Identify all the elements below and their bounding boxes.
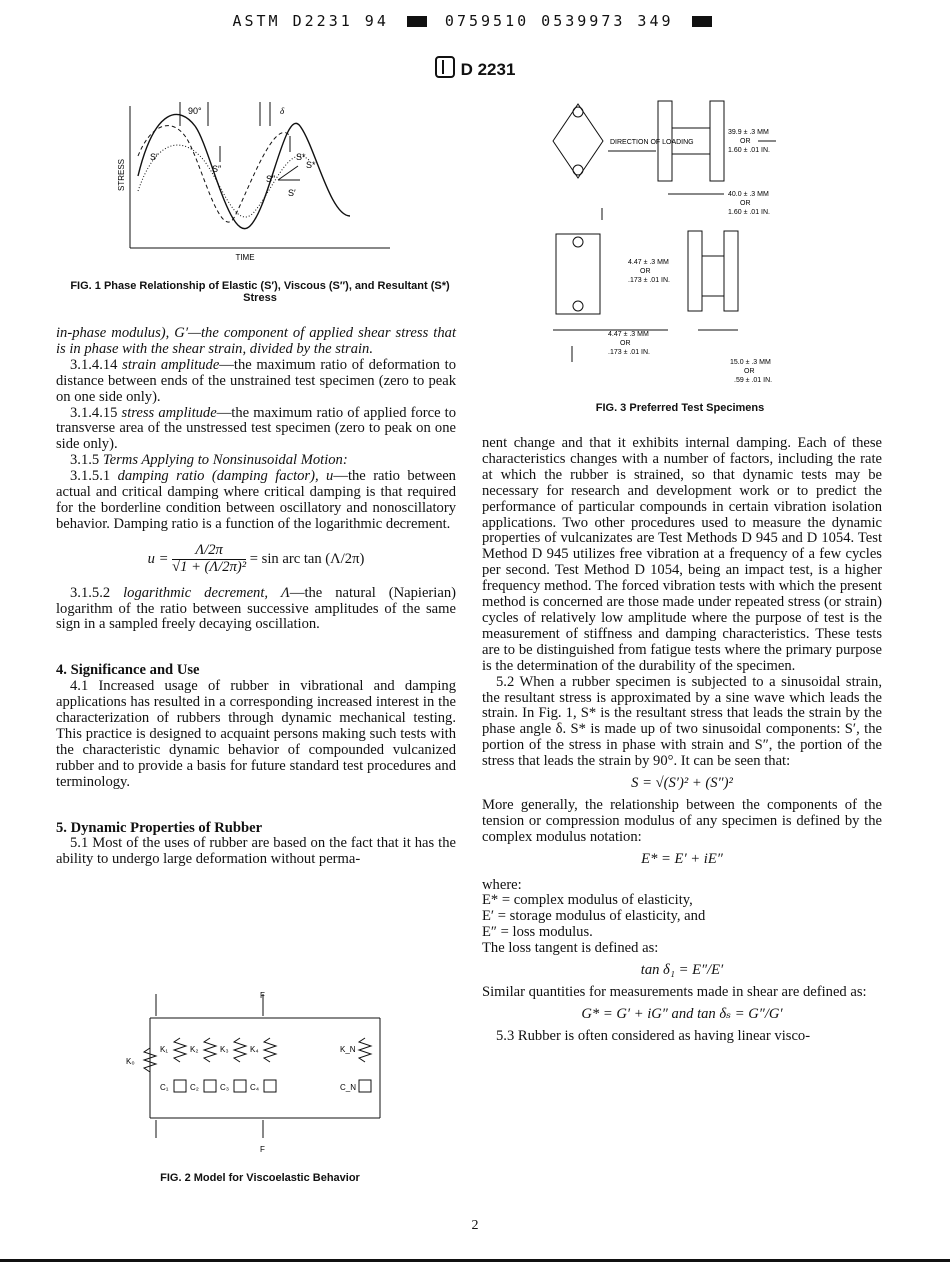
fig2-k4: K₄ [250, 1045, 259, 1054]
paragraph: More generally, the relationship between the components of the tension or compression modulus of any specimen is defined by the complex modulus notation: [482, 796, 882, 845]
fig1-angle-label: 90° [188, 106, 202, 116]
paragraph: Similar quantities for measurements made in shear are defined as: [482, 984, 867, 1000]
viscous-stress-wave [138, 145, 310, 217]
equation-lhs: u = [147, 550, 169, 567]
definition-line: E* = complex modulus of elasticity, [482, 892, 693, 909]
fig2-c4: C₄ [250, 1083, 260, 1092]
fig3-diagram [548, 96, 808, 396]
header-block-mark [407, 16, 427, 27]
definition-line: E″ = loss modulus. [482, 924, 593, 941]
paragraph [56, 453, 456, 469]
fig2-force-top: F [260, 991, 265, 1000]
fig3-or: OR [620, 340, 631, 347]
fig1-s-star-vector: S* [306, 160, 316, 170]
header-code: ASTM D2231 94 [232, 12, 389, 30]
paragraph [56, 586, 456, 634]
term: strain amplitude [122, 356, 220, 373]
resultant-stress-wave [138, 114, 350, 228]
term: damping ratio (damping factor), u [117, 468, 334, 485]
section-number: 3.1.5.2 [70, 584, 111, 601]
term: Terms Applying to Nonsinusoidal Motion: [102, 452, 348, 469]
fig3-or: OR [740, 138, 751, 145]
paragraph [56, 469, 456, 533]
fig3-dim2: 40.0 ± .3 MM [728, 191, 769, 198]
fig2-cn: C_N [340, 1083, 357, 1092]
equation-fraction [172, 543, 246, 576]
fig1-s-prime-vector: S′ [288, 188, 296, 198]
paragraph: 5.1 Most of the uses of rubber are based on the fact that it has the ability to undergo large deformation without perma- [56, 835, 456, 868]
fig2-k1: K₁ [160, 1045, 169, 1054]
fig1-delta-label: δ [280, 106, 285, 116]
section-number: 3.1.4.14 [70, 356, 118, 373]
document-label [0, 56, 950, 80]
fig2-c1: C₁ [160, 1083, 169, 1092]
fig3-or: OR [744, 368, 755, 375]
fig1-xlabel: TIME [235, 253, 255, 262]
fig3-or: OR [740, 200, 751, 207]
term: logarithmic decrement, Λ [123, 584, 290, 601]
paragraph-text: in-phase modulus), G′—the component of applied shear stress that is in phase with the shear strain, divided by the strain. [56, 325, 456, 357]
definition: —the natural (Napierian) logarithm of the ratio between successive amplitudes of the same sign in a sampled freely decaying oscillation. [56, 584, 456, 633]
fig3-dim1b: 1.60 ± .01 IN. [728, 147, 770, 154]
equation-shear: G* = G′ + iG″ and tan δₛ = G″/G′ [581, 1005, 783, 1022]
definition-line: E′ = storage modulus of elasticity, and [482, 908, 706, 925]
equation-complex-modulus: E* = E′ + iE″ [641, 850, 723, 867]
astm-logo-icon [435, 56, 455, 78]
definition: —the maximum ratio of deformation to distance between ends of the unstrained test specimen (zero to peak on one side only). [56, 356, 457, 405]
paragraph [56, 358, 456, 406]
paragraph [56, 326, 456, 358]
header-code-2: 0759510 0539973 349 [444, 12, 674, 30]
fig3-or: OR [640, 268, 651, 275]
right-column [482, 436, 882, 1045]
fig3-caption: FIG. 3 Preferred Test Specimens [595, 402, 765, 414]
fig1-s-star: S* [296, 152, 306, 162]
fig3-dim1: 39.9 ± .3 MM [728, 129, 769, 136]
where-label: where: [482, 876, 522, 893]
fig3-dim2b: 1.60 ± .01 IN. [728, 209, 770, 216]
fig1-ylabel: STRESS [117, 158, 126, 191]
equation-resultant-stress: S = √(S′)² + (S″)² [631, 775, 733, 792]
fig3-dim4: 4.47 ± .3 MM [608, 331, 649, 338]
fig1-s-double-prime: S″ [212, 164, 222, 174]
term: stress amplitude [121, 404, 217, 421]
paragraph: The loss tangent is defined as: [482, 940, 659, 957]
fig3-dim5: 15.0 ± .3 MM [730, 359, 771, 366]
fig2-caption: FIG. 2 Model for Viscoelastic Behavior [160, 1172, 360, 1184]
equation-damping-ratio [56, 543, 456, 576]
fig1-s-double-prime-vector: S″ [266, 174, 276, 184]
definition: —the ratio between actual and critical damping where critical damping is that required for the borderline condition between oscillatory and nonoscillatory behavior. Damping ratio is a function of the logarithmic decrement. [56, 468, 456, 532]
fig1-diagram [110, 96, 400, 266]
page-number: 2 [471, 1218, 479, 1233]
header-code-line [0, 12, 950, 30]
header-block-mark [692, 16, 712, 27]
paragraph: nent change and that it exhibits internal damping. Each of these characteristics changes with a number of factors, including the rate at which the rubber is strained, so that dynamic tests may be necessary for research and development work or to predict the performance of particular compounds in certain vibration isolation applications. Two other procedures used to measure the dynamic properties of vulcanizates are Test Methods D 945 and D 1054. Test Method D 945 utilizes free vibration at a frequency of a few cycles per second. Test Method D 1054, being an impact test, is a higher frequency method. The forced vibration tests with which the present method is concerned are those made under repeated stress (or strain) cycles of relatively low amplitude where the purpose of test is the measurement of stiffness and damping characteristics. These tests are to be distinguished from fatigue tests where the primary purpose is the determination of the durability of the specimen. [482, 435, 882, 674]
equation-rhs: = sin arc tan (Λ/2π) [249, 550, 365, 567]
fig2-kn: K_N [340, 1045, 356, 1054]
paragraph [56, 406, 456, 454]
left-column [56, 326, 456, 868]
fig2-c3: C₃ [220, 1083, 230, 1092]
document-number: D 2231 [460, 60, 516, 79]
section-heading: 5. Dynamic Properties of Rubber [56, 819, 263, 836]
fig2-c2: C₂ [190, 1083, 199, 1092]
fig2-k0: K₀ [126, 1057, 135, 1066]
paragraph: 5.3 Rubber is often considered as having linear visco- [496, 1027, 811, 1044]
fig2-diagram [120, 988, 390, 1158]
fig3-dim3b: .173 ± .01 IN. [628, 277, 670, 284]
paragraph: 5.2 When a rubber specimen is subjected to a sinusoidal strain, the resultant stress is approximated by a sine wave which leads the strain. In Fig. 1, S* is the resultant stress that leads the strain by the phase angle δ. S* is made up of two sinusoidal components: S′, the portion of the stress in phase with strain and S″, the portion of the stress that leads the strain by 90°. It can be seen that: [482, 673, 882, 770]
fig2-k2: K₂ [190, 1045, 199, 1054]
section-number: 3.1.5.1 [70, 468, 111, 485]
equation-numerator: Λ/2π [172, 543, 246, 560]
definition: —the maximum ratio of applied force to transverse area of the unstressed test specimen (zero to peak on one side only). [56, 404, 456, 453]
fig3-dim4b: .173 ± .01 IN. [608, 349, 650, 356]
fig3-direction-label: DIRECTION OF LOADING [610, 139, 694, 146]
fig2-k3: K₃ [220, 1045, 229, 1054]
fig1-caption: FIG. 1 Phase Relationship of Elastic (S′), Viscous (S″), and Resultant (S*) Stress [70, 280, 450, 304]
fig3-dim3: 4.47 ± .3 MM [628, 259, 669, 266]
section-number: 3.1.5 [70, 452, 100, 469]
fig2-force-bottom: F [260, 1145, 265, 1154]
paragraph: 4.1 Increased usage of rubber in vibrational and damping applications has resulted in a corresponding increased interest in the characterization of rubbers through dynamic mechanical testing. This practice is designed to acquaint persons making such tests with the characteristic dynamic behavior of compounded vulcanized rubber and to provide a basis for future standard test procedures and terminology. [56, 678, 456, 790]
section-heading: 4. Significance and Use [56, 662, 200, 679]
equation-loss-tangent: tan δ₁ = E″/E′ [640, 962, 724, 979]
equation-denominator: √1 + (Λ/2π)² [172, 558, 247, 575]
section-number: 3.1.4.15 [70, 404, 118, 421]
fig3-dim5b: .59 ± .01 IN. [734, 377, 773, 384]
fig1-s-prime: S′ [150, 152, 158, 162]
